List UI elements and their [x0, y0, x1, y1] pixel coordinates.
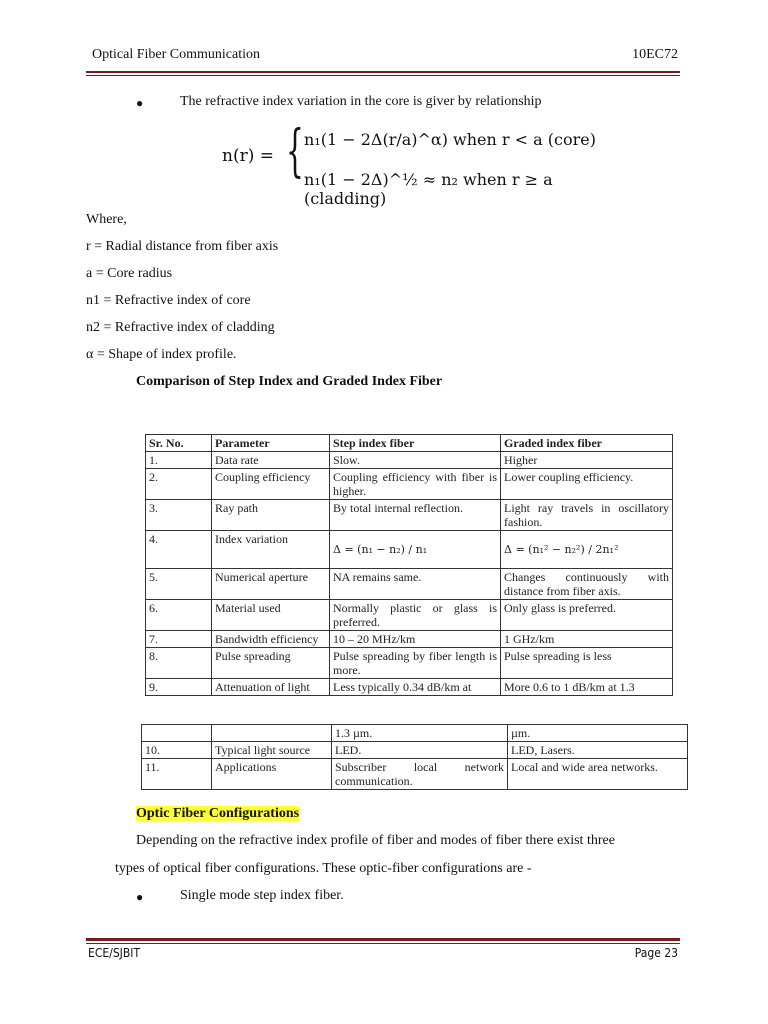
- table-cell: Ray path: [212, 500, 330, 531]
- step-index-delta-formula: Δ = (n₁ − n₂) / n₁: [333, 543, 428, 556]
- footer-page-number: Page 23: [634, 946, 678, 960]
- table-header-cell: Parameter: [212, 435, 330, 452]
- table-cell: Coupling efficiency: [212, 469, 330, 500]
- footer-rule-thin: [86, 943, 680, 944]
- table-cell: Higher: [501, 452, 673, 469]
- table-row: [146, 569, 673, 600]
- table-cell: 1.3 µm.: [332, 725, 508, 742]
- table-cell: 5.: [146, 569, 212, 600]
- table-cell: 1 GHz/km: [501, 631, 673, 648]
- where-item: a = Core radius: [86, 266, 173, 281]
- header-rule: [86, 71, 680, 73]
- table-cell: Coupling efficiency with fiber is higher.: [330, 469, 501, 500]
- configs-para-line-1: Depending on the refractive index profile of fiber and modes of fiber there exist three: [136, 833, 615, 848]
- table-cell: Normally plastic or glass is preferred.: [330, 600, 501, 631]
- table-row: [146, 679, 673, 696]
- footer-rule: [86, 938, 680, 941]
- table-cell: Pulse spreading is less: [501, 648, 673, 679]
- table-header-cell: Graded index fiber: [501, 435, 673, 452]
- where-item: n1 = Refractive index of core: [86, 293, 251, 308]
- table-cell: [212, 725, 332, 742]
- table-cell: 9.: [146, 679, 212, 696]
- table-cell: [142, 725, 212, 742]
- table-cell: 10.: [142, 742, 212, 759]
- table-cell: By total internal reflection.: [330, 500, 501, 531]
- table-row: [142, 759, 688, 790]
- configs-heading: [136, 806, 299, 822]
- table-cell: [330, 531, 501, 569]
- table-cell: 4.: [146, 531, 212, 569]
- table-cell: More 0.6 to 1 dB/km at 1.3: [501, 679, 673, 696]
- table-cell: Subscriber local network communication.: [332, 759, 508, 790]
- table-row: [146, 452, 673, 469]
- table-cell: Lower coupling efficiency.: [501, 469, 673, 500]
- table-cell: 8.: [146, 648, 212, 679]
- table-row: [146, 631, 673, 648]
- table-row: [146, 469, 673, 500]
- table-cell: Slow.: [330, 452, 501, 469]
- table-cell: Index variation: [212, 531, 330, 569]
- table-cell: Data rate: [212, 452, 330, 469]
- table-cell: 7.: [146, 631, 212, 648]
- table-row: [142, 725, 688, 742]
- table-cell: Only glass is preferred.: [501, 600, 673, 631]
- header-rule-thin: [86, 75, 680, 76]
- table-header-cell: Sr. No.: [146, 435, 212, 452]
- graded-index-delta-formula: Δ = (n₁² − n₂²) / 2n₁²: [504, 543, 619, 556]
- brace-icon: {: [286, 119, 304, 184]
- table-row: [146, 648, 673, 679]
- table-cell: Pulse spreading by fiber length is more.: [330, 648, 501, 679]
- table-cell: Attenuation of light: [212, 679, 330, 696]
- bullet-icon: ●: [136, 96, 144, 110]
- bullet-intro-text: The refractive index variation in the core is giver by relationship: [180, 94, 542, 109]
- table-cell: 11.: [142, 759, 212, 790]
- header-code: 10EC72: [632, 47, 678, 62]
- equation-lhs: n(r) =: [222, 146, 274, 166]
- table-cell: µm.: [508, 725, 688, 742]
- table-cell: NA remains same.: [330, 569, 501, 600]
- table-cell: Applications: [212, 759, 332, 790]
- table-cell: 10 – 20 MHz/km: [330, 631, 501, 648]
- table-cell: Less typically 0.34 dB/km at: [330, 679, 501, 696]
- table-cell: [501, 531, 673, 569]
- table-header-row: [146, 435, 673, 452]
- bullet-icon: ●: [136, 890, 144, 904]
- comparison-title: Comparison of Step Index and Graded Index Fiber: [136, 374, 443, 389]
- table-cell: Typical light source: [212, 742, 332, 759]
- table-row: [146, 531, 673, 569]
- table-row: [142, 742, 688, 759]
- where-item: r = Radial distance from fiber axis: [86, 239, 279, 254]
- table-cell: Pulse spreading: [212, 648, 330, 679]
- where-item: α = Shape of index profile.: [86, 347, 237, 362]
- table-cell: Light ray travels in oscillatory fashion.: [501, 500, 673, 531]
- refractive-index-equation: [222, 118, 602, 208]
- configs-para-line-2: types of optical fiber configurations. These optic-fiber configurations are -: [115, 861, 532, 876]
- equation-line-1: n₁(1 − 2Δ(r/a)^α) when r < a (core): [304, 130, 596, 149]
- table-cell: LED.: [332, 742, 508, 759]
- table-cell: 6.: [146, 600, 212, 631]
- table-row: [146, 600, 673, 631]
- comparison-table: [145, 434, 673, 696]
- table-cell: LED, Lasers.: [508, 742, 688, 759]
- table-cell: 1.: [146, 452, 212, 469]
- equation-line-2: n₁(1 − 2Δ)^½ ≈ n₂ when r ≥ a (cladding): [304, 170, 553, 208]
- where-label: Where,: [86, 212, 127, 227]
- table-header-cell: Step index fiber: [330, 435, 501, 452]
- comparison-table-continued: [141, 724, 688, 790]
- table-cell: 3.: [146, 500, 212, 531]
- header-title: Optical Fiber Communication: [92, 47, 260, 62]
- configs-bullet-text: Single mode step index fiber.: [180, 888, 344, 903]
- table-cell: Material used: [212, 600, 330, 631]
- table-row: [146, 500, 673, 531]
- table-cell: Bandwidth efficiency: [212, 631, 330, 648]
- table-cell: Changes continuously with distance from fiber axis.: [501, 569, 673, 600]
- table-cell: Numerical aperture: [212, 569, 330, 600]
- footer-left: ECE/SJBIT: [88, 946, 141, 960]
- table-cell: Local and wide area networks.: [508, 759, 688, 790]
- configs-heading-text: Optic Fiber Configurations: [136, 806, 300, 821]
- table-cell: 2.: [146, 469, 212, 500]
- where-item: n2 = Refractive index of cladding: [86, 320, 275, 335]
